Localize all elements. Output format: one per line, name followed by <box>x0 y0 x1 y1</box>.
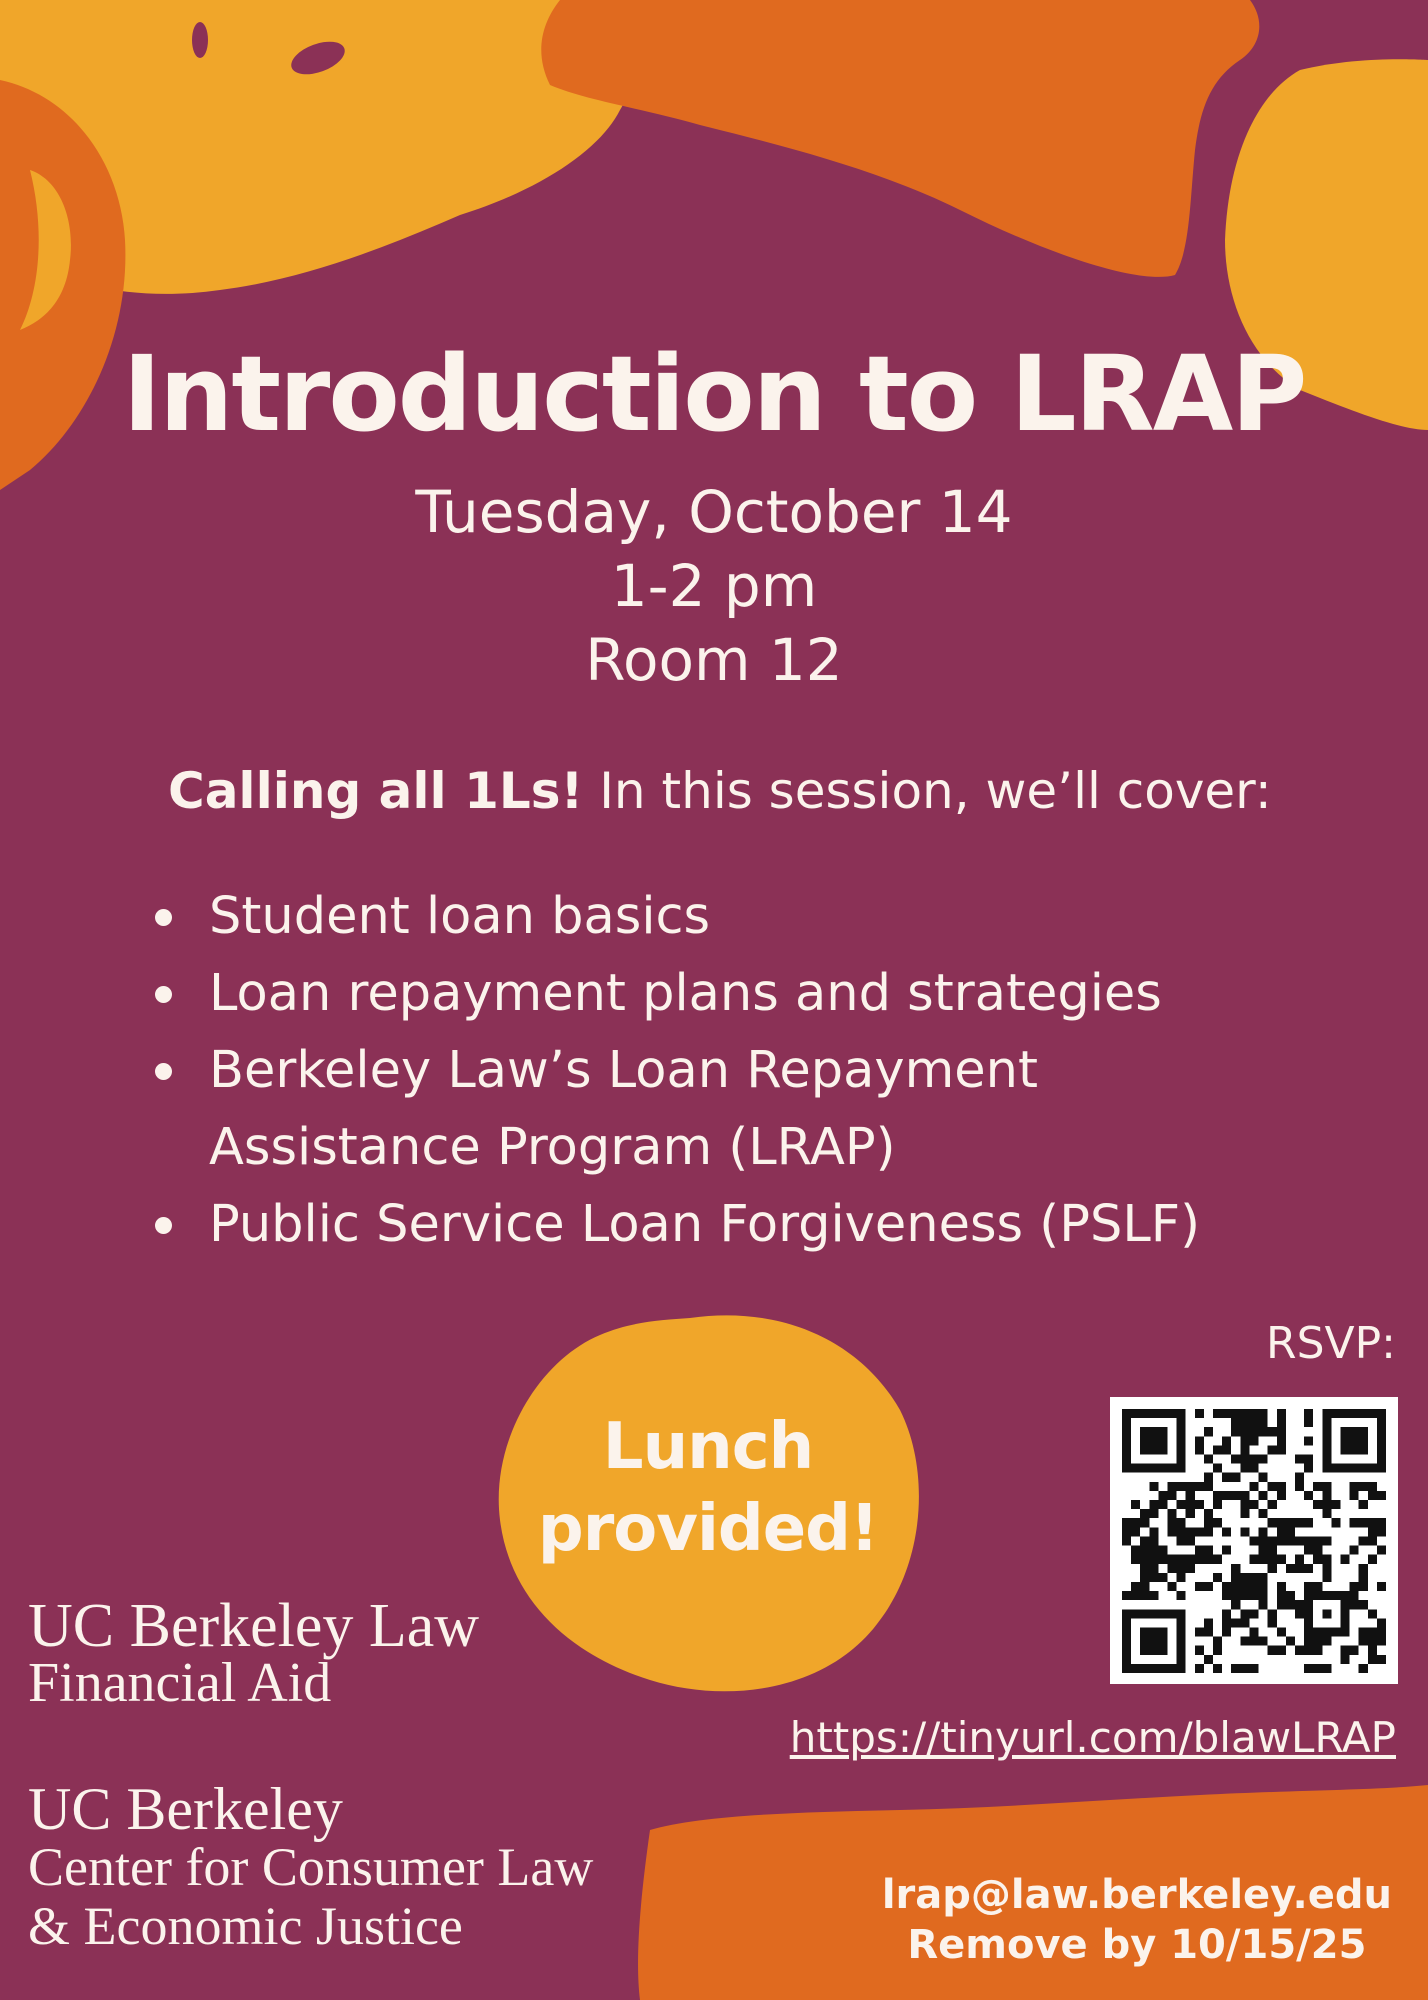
list-item: Public Service Loan Forgiveness (PSLF) <box>145 1186 1345 1263</box>
consumer-law-logo-line-2: Center for Consumer Law <box>28 1837 594 1897</box>
intro-text <box>168 756 1368 826</box>
topics-list <box>145 878 1345 1263</box>
contact-email[interactable]: lrap@law.berkeley.edu <box>881 1872 1392 1918</box>
intro-lead: Calling all 1Ls! <box>168 762 584 820</box>
list-item: Berkeley Law’s Loan Repayment <box>145 1032 1345 1109</box>
event-time: 1-2 pm <box>610 552 818 620</box>
consumer-law-logo-line-3: & Economic Justice <box>28 1896 463 1956</box>
list-item: Loan repayment plans and strategies <box>145 955 1345 1032</box>
event-title: Introduction to LRAP <box>122 333 1306 455</box>
remove-notice: Remove by 10/15/25 <box>907 1922 1367 1968</box>
lunch-badge <box>508 1406 908 1570</box>
bullet-icon <box>155 909 172 926</box>
bullet-icon <box>155 986 172 1003</box>
event-date: Tuesday, October 14 <box>415 478 1013 546</box>
list-item-continuation: Assistance Program (LRAP) <box>209 1118 896 1177</box>
lunch-line-2: provided! <box>537 1492 879 1566</box>
event-room: Room 12 <box>585 626 843 694</box>
financial-aid-logo-line-1: UC Berkeley Law <box>28 1592 480 1660</box>
bullet-icon <box>155 1217 172 1234</box>
consumer-law-logo-line-1: UC Berkeley <box>28 1776 343 1842</box>
rsvp-qr-code[interactable] <box>1110 1397 1398 1684</box>
contact-block <box>882 1870 1392 1970</box>
financial-aid-logo-line-2: Financial Aid <box>28 1652 332 1714</box>
bullet-icon <box>155 1063 172 1080</box>
list-item: Student loan basics <box>145 878 1345 955</box>
qr-code-icon <box>1122 1409 1386 1673</box>
rsvp-link[interactable]: https://tinyurl.com/blawLRAP <box>789 1713 1396 1762</box>
intro-body: In this session, we’ll cover: <box>583 762 1272 820</box>
rsvp-label: RSVP: <box>1266 1318 1396 1369</box>
lunch-line-1: Lunch <box>602 1410 814 1484</box>
top-orange-stroke <box>541 0 1259 277</box>
